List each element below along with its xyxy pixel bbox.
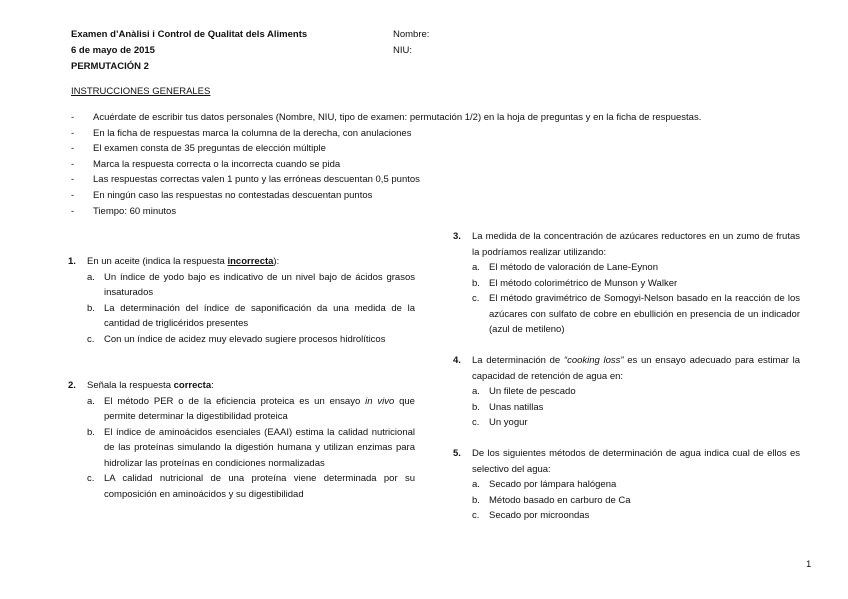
option-a: a. El método PER o de la eficiencia proteica es un ensayo in vivo que permite determinar la digestibilidad proteica — [87, 395, 415, 422]
option-a: a. Un índice de yodo bajo es indicativo de un nivel bajo de ácidos grasos insaturados — [87, 271, 415, 298]
question-number: 4. — [453, 355, 461, 366]
permutation-label: PERMUTACIÓN 2 — [71, 61, 149, 72]
exam-date: 6 de mayo de 2015 — [71, 45, 155, 56]
option-b: b. La determinación del índice de saponificación da una medida de la cantidad de triglicéridos presentes — [87, 302, 415, 329]
question-stem: La determinación de “cooking loss” es un ensayo adecuado para estimar la capacidad de retención de agua en: — [472, 355, 800, 382]
name-label: Nombre: — [393, 29, 430, 40]
option-c: c. Secado por microondas — [472, 510, 590, 521]
question-number: 1. — [68, 256, 76, 267]
option-b: b. El índice de aminoácidos esenciales (EAAI) estima la calidad nutricional de las proteínas simulando la digestión humana y utilizan enzimas para hidrolizar las proteínas en condiciones normalizadas — [87, 426, 415, 469]
question-2 — [68, 378, 415, 502]
exam-title: Examen d’Anàlisi i Control de Qualitat dels Aliments — [71, 29, 308, 40]
option-a: a. Un filete de pescado — [472, 386, 576, 397]
instructions-title: INSTRUCCIONES GENERALES — [71, 86, 211, 97]
question-1 — [68, 254, 415, 347]
option-a: a. El método de valoración de Lane-Eynon — [472, 262, 659, 273]
option-a: a. Secado por lámpara halógena — [472, 479, 617, 490]
option-b: b. Método basado en carburo de Ca — [472, 494, 631, 506]
option-c: c. Un yogur — [472, 417, 528, 428]
niu-label: NIU: — [393, 45, 412, 56]
question-4 — [453, 353, 800, 431]
question-stem: La medida de la concentración de azúcares reductores en un zumo de frutas la podríamos realizar utilizando: — [472, 231, 800, 258]
question-5 — [453, 446, 800, 524]
question-number: 2. — [68, 380, 76, 391]
option-c: c. Con un índice de acidez muy elevado sugiere procesos hidrolíticos — [87, 333, 386, 345]
option-b: b. Unas natillas — [472, 401, 544, 413]
question-stem: Señala la respuesta correcta: — [87, 380, 214, 391]
question-number: 5. — [453, 448, 461, 459]
question-3 — [453, 229, 800, 338]
question-stem: En un aceite (indica la respuesta incorrecta): — [87, 256, 280, 267]
option-c: c. El método gravimétrico de Somogyi-Nelson basado en la reacción de los azúcares con sulfato de cobre en ebullición en presencia de un indicador (azul de metileno) — [472, 293, 800, 335]
question-number: 3. — [453, 231, 461, 242]
option-c: c. LA calidad nutricional de una proteína viene determinada por su composición en aminoácidos y su digestibilidad — [87, 473, 415, 500]
page-number: 1 — [806, 559, 812, 570]
option-b: b. El método colorimétrico de Munson y Walker — [472, 277, 678, 289]
question-stem: De los siguientes métodos de determinación de agua indica cual de ellos es selectivo del agua: — [472, 448, 800, 475]
